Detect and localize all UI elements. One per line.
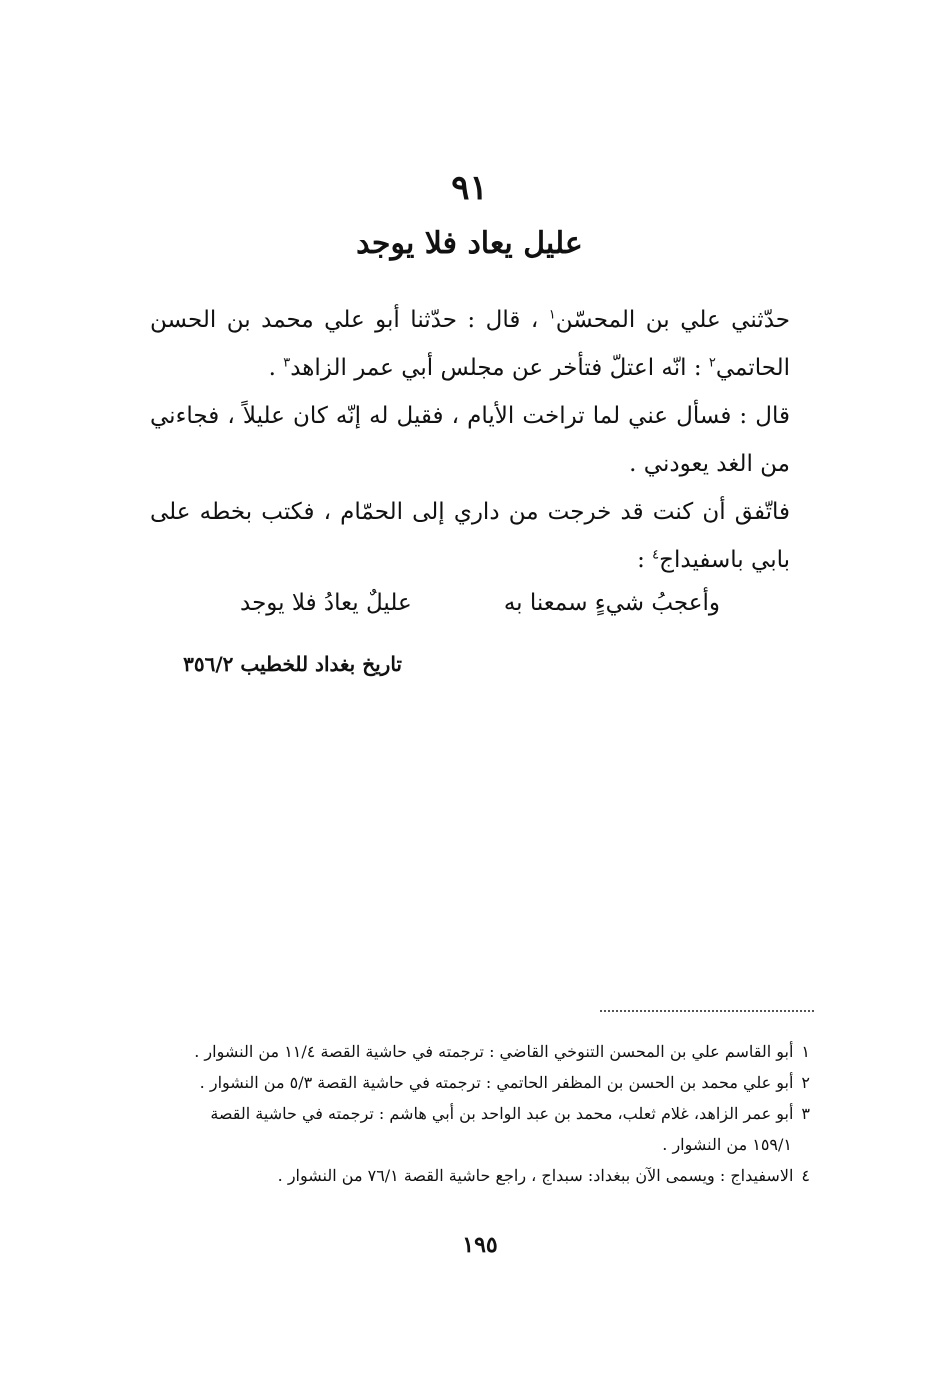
paragraph-1-text-c: : انّه اعتلّ فتأخر عن مجلس أبي عمر الزاهد — [290, 355, 709, 381]
paragraph-3 — [150, 488, 790, 584]
footnote-number: ٤ — [801, 1166, 810, 1185]
footnote-ref-1: ١ — [548, 307, 556, 323]
footnote-ref-4: ٤ — [652, 547, 660, 563]
footnote-2 — [150, 1067, 810, 1098]
page-number: ١٩٥ — [462, 1232, 498, 1258]
source-citation: تاريخ بغداد للخطيب ٣٥٦/٢ — [183, 652, 402, 676]
paragraph-3-text-a: فاتّفق أن كنت قد خرجت من داري إلى الحمّام ، فكتب بخطه على بابي باسفيداج — [150, 499, 790, 573]
story-title: عليل يعاد فلا يوجد — [356, 226, 583, 261]
footnote-ref-2: ٢ — [708, 355, 716, 371]
poem-verse — [240, 590, 720, 616]
footnote-3-continuation: ١٥٩/١ من النشوار . — [662, 1135, 792, 1154]
footnote-text: أبو القاسم علي بن المحسن التنوخي القاضي : ترجمته في حاشية القصة ١١/٤ من النشوار . — [194, 1042, 794, 1061]
footnote-ref-3: ٣ — [283, 355, 291, 371]
story-number: ٩١ — [451, 168, 488, 208]
footnote-4 — [150, 1160, 810, 1191]
footnote-text: أبو عمر الزاهد، غلام ثعلب، محمد بن عبد الواحد بن أبي هاشم : ترجمته في حاشية القصة — [210, 1104, 794, 1123]
paragraph-1 — [150, 296, 790, 392]
footnote-number: ٢ — [801, 1073, 810, 1092]
footnote-3 — [150, 1098, 810, 1129]
footnote-divider — [600, 1010, 814, 1012]
footnote-number: ١ — [801, 1042, 810, 1061]
paragraph-1-text-d: . — [268, 355, 284, 381]
footnotes — [150, 1036, 810, 1191]
paragraph-1-text-a: حدّثني علي بن المحسّن — [555, 307, 790, 333]
footnote-text: الاسفيداج : ويسمى الآن ببغداد: سبداج ، راجع حاشية القصة ٧٦/١ من النشوار . — [277, 1166, 794, 1185]
verse-hemistich-2: عليلٌ يعادُ فلا يوجد — [240, 590, 412, 616]
paragraph-3-text-b: : — [637, 547, 653, 573]
verse-hemistich-1: وأعجبُ شيءٍ سمعنا به — [503, 590, 720, 616]
footnote-number: ٣ — [801, 1104, 810, 1123]
paragraph-2: قال : فسأل عني لما تراخت الأيام ، فقيل له إنّه كان عليلاً ، فجاءني من الغد يعودني . — [150, 403, 790, 477]
story-body — [150, 296, 790, 584]
footnote-text: أبو علي محمد بن الحسن بن المظفر الحاتمي : ترجمته في حاشية القصة ٥/٣ من النشوار . — [199, 1073, 794, 1092]
paragraph-1-text-b: ، قال : حدّثنا أبو علي محمد بن الحسن الحاتمي — [150, 307, 790, 381]
footnote-1 — [150, 1036, 810, 1067]
